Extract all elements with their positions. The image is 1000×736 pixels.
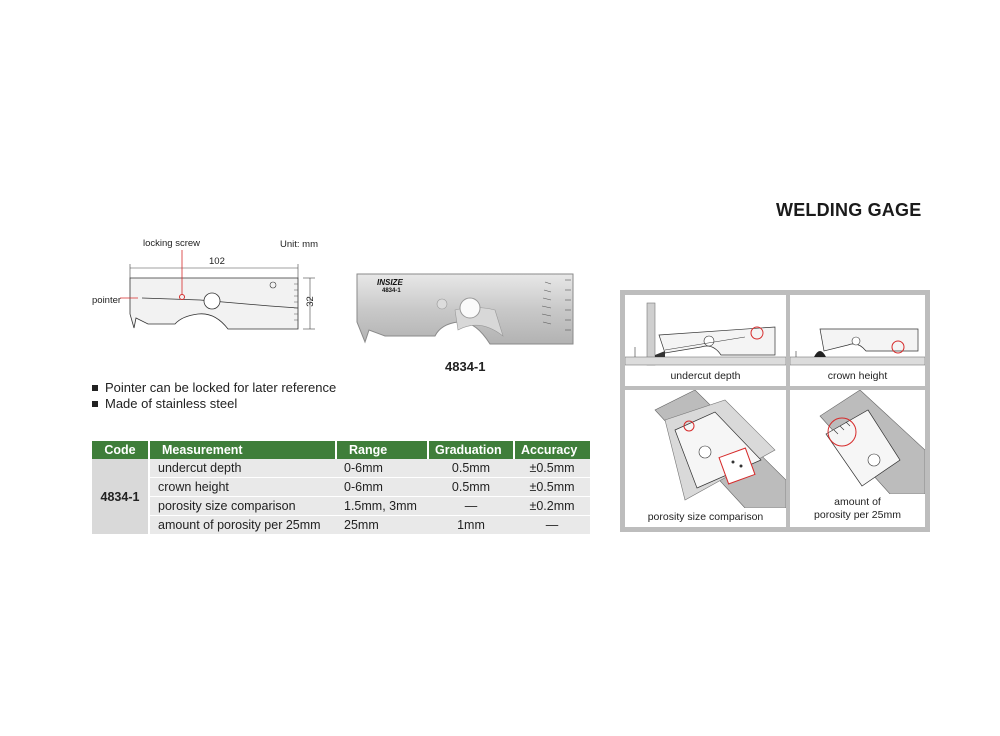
caption-porosity-amount-line1: amount of bbox=[834, 496, 881, 508]
range-cell: 0-6mm bbox=[336, 459, 428, 478]
range-cell: 1.5mm, 3mm bbox=[336, 497, 428, 516]
undercut-illustration bbox=[625, 295, 786, 367]
table-header-row bbox=[92, 441, 590, 459]
measurement-cell: undercut depth bbox=[149, 459, 336, 478]
caption-porosity-amount-line2: porosity per 25mm bbox=[814, 509, 901, 521]
range-cell: 0-6mm bbox=[336, 478, 428, 497]
feature-item: Made of stainless steel bbox=[92, 396, 336, 412]
table-row bbox=[92, 497, 590, 516]
usage-undercut bbox=[625, 295, 786, 386]
header-range: Range bbox=[336, 441, 428, 459]
graduation-cell: 1mm bbox=[428, 516, 514, 535]
usage-porosity-amount bbox=[790, 390, 925, 527]
caption-undercut: undercut depth bbox=[670, 370, 741, 382]
header-code: Code bbox=[92, 441, 149, 459]
measurement-cell: amount of porosity per 25mm bbox=[149, 516, 336, 535]
page-title: WELDING GAGE bbox=[776, 200, 922, 220]
feature-list bbox=[92, 380, 336, 412]
table-row bbox=[92, 459, 590, 478]
locking-screw-label: locking screw bbox=[143, 238, 201, 249]
porosity-amount-illustration bbox=[790, 390, 925, 494]
accuracy-cell: ±0.2mm bbox=[514, 497, 590, 516]
table-row bbox=[92, 478, 590, 497]
unit-label: Unit: mm bbox=[280, 239, 318, 250]
pointer-label: pointer bbox=[92, 295, 122, 306]
accuracy-cell: ±0.5mm bbox=[514, 478, 590, 497]
height-dimension: 32 bbox=[304, 296, 316, 307]
width-dimension: 102 bbox=[209, 256, 225, 267]
porosity-size-illustration bbox=[625, 390, 786, 508]
measurement-cell: porosity size comparison bbox=[149, 497, 336, 516]
table-row bbox=[92, 516, 590, 535]
engraved-model: 4834-1 bbox=[382, 288, 401, 294]
graduation-cell: — bbox=[428, 497, 514, 516]
header-accuracy: Accuracy bbox=[514, 441, 590, 459]
spec-table bbox=[92, 441, 590, 535]
brand-logo: INSIZE bbox=[377, 278, 403, 287]
code-cell: 4834-1 bbox=[92, 459, 149, 535]
gage-technical-drawing bbox=[120, 248, 320, 338]
feature-item: Pointer can be locked for later reference bbox=[92, 380, 336, 396]
range-cell: 25mm bbox=[336, 516, 428, 535]
usage-crown bbox=[790, 295, 925, 386]
model-number: 4834-1 bbox=[445, 359, 486, 374]
crown-illustration bbox=[790, 295, 925, 367]
graduation-cell: 0.5mm bbox=[428, 459, 514, 478]
header-measurement: Measurement bbox=[149, 441, 336, 459]
header-graduation: Graduation bbox=[428, 441, 514, 459]
accuracy-cell: ±0.5mm bbox=[514, 459, 590, 478]
caption-crown: crown height bbox=[827, 370, 888, 382]
accuracy-cell: — bbox=[514, 516, 590, 535]
graduation-cell: 0.5mm bbox=[428, 478, 514, 497]
measurement-cell: crown height bbox=[149, 478, 336, 497]
usage-panel bbox=[620, 290, 930, 532]
caption-porosity-size: porosity size comparison bbox=[647, 511, 764, 523]
usage-porosity-size bbox=[625, 390, 786, 527]
